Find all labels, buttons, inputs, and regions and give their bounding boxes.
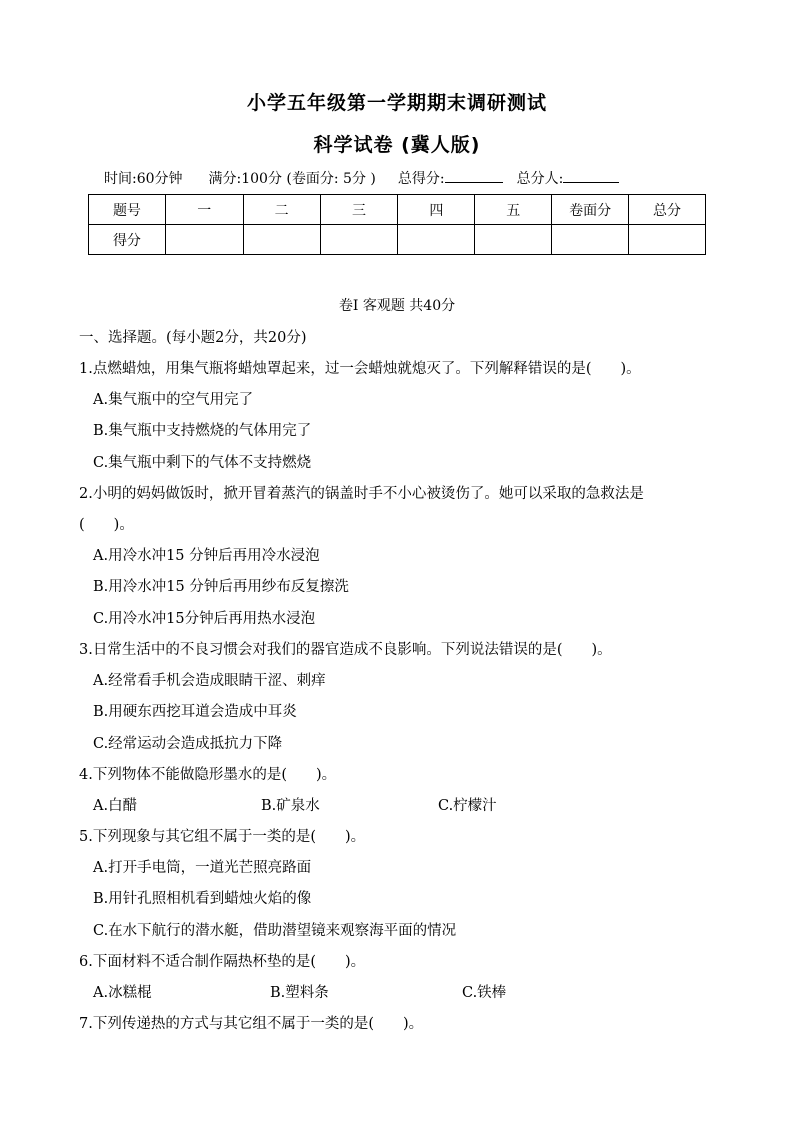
option: A.打开手电筒，一道光芒照亮路面 xyxy=(93,860,312,876)
question-6: 6.下面材料不适合制作隔热杯垫的是( )。 xyxy=(79,954,366,970)
score-table-score-row xyxy=(89,225,706,255)
option: C.集气瓶中剩下的气体不支持燃烧 xyxy=(93,455,312,471)
option: B.用冷水冲15 分钟后再用纱布反复擦洗 xyxy=(93,579,349,595)
score-cell[interactable] xyxy=(243,225,320,255)
exam-info-line xyxy=(104,168,619,188)
option: C.铁棒 xyxy=(462,985,507,1001)
option: C.用冷水冲15分钟后再用热水浸泡 xyxy=(93,611,316,627)
question-7: 7.下列传递热的方式与其它组不属于一类的是( )。 xyxy=(79,1016,424,1032)
option: B.用硬东西挖耳道会造成中耳炎 xyxy=(93,704,297,720)
question-2-continuation: ( )。 xyxy=(79,517,134,533)
option: A.用冷水冲15 分钟后再用冷水浸泡 xyxy=(93,548,320,564)
option: B.用针孔照相机看到蜡烛火焰的像 xyxy=(93,891,312,907)
score-table-header: 五 xyxy=(475,195,552,225)
score-table-header: 二 xyxy=(243,195,320,225)
score-cell[interactable] xyxy=(320,225,398,255)
score-table xyxy=(88,194,706,255)
score-cell[interactable] xyxy=(398,225,475,255)
score-table-header: 一 xyxy=(165,195,243,225)
part-title: 一、选择题。(每小题2分，共20分) xyxy=(79,330,307,346)
score-table-header: 三 xyxy=(320,195,398,225)
question-2: 2.小明的妈妈做饭时，掀开冒着蒸汽的锅盖时手不小心被烫伤了。她可以采取的急救法是 xyxy=(79,486,644,502)
question-5: 5.下列现象与其它组不属于一类的是( )。 xyxy=(79,829,366,845)
option: C.在水下航行的潜水艇，借助潜望镜来观察海平面的情况 xyxy=(93,923,457,939)
section-heading: 卷Ⅰ 客观题 共40分 xyxy=(338,298,456,314)
time-info: 时间:60分钟 xyxy=(104,171,183,187)
option: B.集气瓶中支持燃烧的气体用完了 xyxy=(93,423,312,439)
total-score-blank[interactable] xyxy=(445,169,503,183)
option: C.柠檬汁 xyxy=(438,798,497,814)
score-row-label: 得分 xyxy=(89,225,166,255)
score-cell[interactable] xyxy=(552,225,629,255)
score-cell[interactable] xyxy=(475,225,552,255)
option: B.矿泉水 xyxy=(261,798,320,814)
exam-subtitle: 科学试卷 (冀人版) xyxy=(313,134,481,156)
score-cell[interactable] xyxy=(165,225,243,255)
question-1: 1.点燃蜡烛，用集气瓶将蜡烛罩起来，过一会蜡烛就熄灭了。下列解释错误的是( )。 xyxy=(79,361,641,377)
exam-title: 小学五年级第一学期期末调研测试 xyxy=(246,92,547,114)
total-score-label: 总得分: xyxy=(397,171,445,187)
score-table-header-row xyxy=(89,195,706,225)
option: B.塑料条 xyxy=(270,985,329,1001)
option: A.经常看手机会造成眼睛干涩、刺痒 xyxy=(93,673,326,689)
scorer-label: 总分人: xyxy=(516,171,564,187)
option: C.经常运动会造成抵抗力下降 xyxy=(93,736,283,752)
option: A.冰糕棍 xyxy=(93,985,152,1001)
score-table-header: 总分 xyxy=(629,195,706,225)
question-3: 3.日常生活中的不良习惯会对我们的器官造成不良影响。下列说法错误的是( )。 xyxy=(79,642,612,658)
option: A.集气瓶中的空气用完了 xyxy=(93,392,254,408)
question-4: 4.下列物体不能做隐形墨水的是( )。 xyxy=(79,767,337,783)
score-table-header: 四 xyxy=(398,195,475,225)
score-cell[interactable] xyxy=(629,225,706,255)
option: A.白醋 xyxy=(93,798,138,814)
score-table-header: 题号 xyxy=(89,195,166,225)
score-table-header: 卷面分 xyxy=(552,195,629,225)
full-score-info: 满分:100分 (卷面分: 5分 ) xyxy=(208,171,376,187)
scorer-blank[interactable] xyxy=(563,169,619,183)
